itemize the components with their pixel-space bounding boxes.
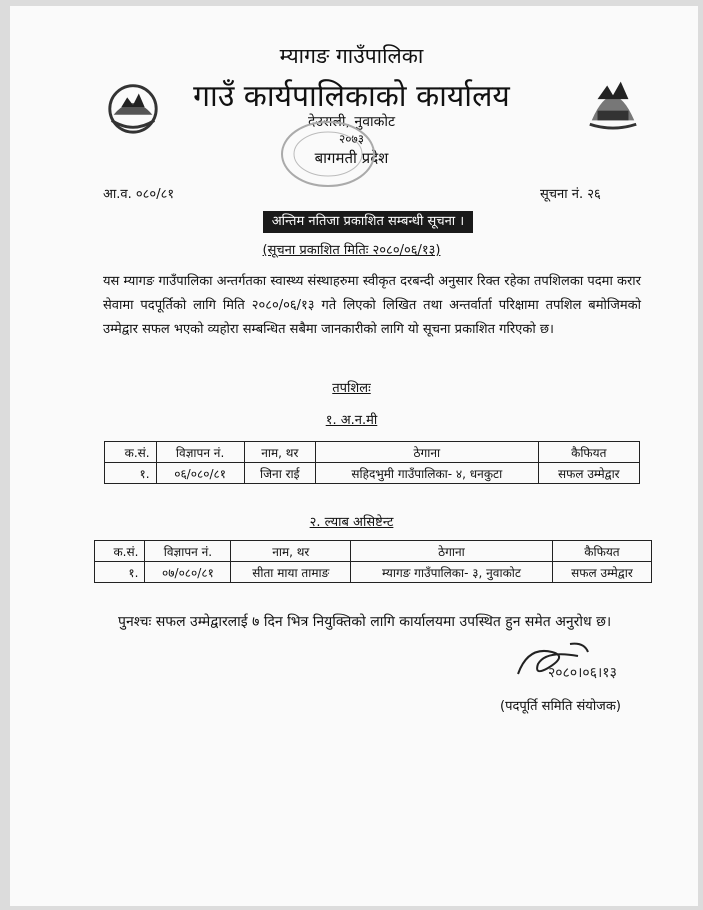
col-address: ठेगाना	[351, 541, 553, 562]
col-sn: क.सं.	[105, 442, 157, 463]
municipality-name: म्यागङ गाउँपालिका	[279, 44, 424, 68]
signature-date: २०८०।०६।१३	[548, 665, 617, 681]
section1-title: १. अ.न.मी	[325, 413, 378, 428]
details-label: तपशिलः	[332, 381, 371, 396]
col-adv-no: विज्ञापन नं.	[145, 541, 231, 562]
notice-title: अन्तिम नतिजा प्रकाशित सम्बन्धी सूचना ।	[263, 211, 473, 233]
table-row	[105, 463, 640, 484]
office-location: देउराली, नुवाकोट	[307, 114, 396, 130]
province-name: बागमती प्रदेश	[314, 149, 389, 167]
notice-body: यस म्यागङ गाउँपालिका अन्तर्गतका स्वास्थ्य संस्थाहरुमा स्वीकृत दरबन्दी अनुसार रिक्त रहेका तपशिलका पदमा करार सेवामा पदपूर्तिको लागि मिति २०८०/०६/१३ गते लिएको लिखित तथा अन्तर्वार्ता परिक्षामा तपशिल बमोजिमको उम्मेद्वार सफल भएको व्यहोरा सम्बन्धित सबैमा जानकारीको लागि यो सूचना प्रकाशित गरिएको छ।	[103, 274, 641, 337]
col-name: नाम, थर	[231, 541, 351, 562]
office-stamp-icon	[278, 118, 378, 190]
col-adv-no: विज्ञापन नं.	[156, 442, 244, 463]
cell-sn: १.	[105, 463, 157, 484]
cell-name: सीता माया तामाङ	[231, 562, 351, 583]
notice-number: सूचना नं. २६	[540, 187, 601, 202]
table-header-row	[105, 442, 640, 463]
cell-remarks: सफल उम्मेद्वार	[538, 463, 639, 484]
section1-table	[104, 441, 640, 484]
section2-title: २. ल्याब असिष्टेन्ट	[309, 515, 394, 530]
established-year: २०७३	[339, 132, 364, 146]
col-remarks: कैफियत	[552, 541, 651, 562]
cell-address: म्यागङ गाउँपालिका- ३, नुवाकोट	[351, 562, 553, 583]
cell-address: सहिदभुमी गाउँपालिका- ४, धनकुटा	[315, 463, 538, 484]
table-row	[95, 562, 652, 583]
col-address: ठेगाना	[315, 442, 538, 463]
cell-adv-no: ०६/०८०/८१	[156, 463, 244, 484]
cell-remarks: सफल उम्मेद्वार	[552, 562, 651, 583]
cell-adv-no: ०७/०८०/८१	[145, 562, 231, 583]
office-name: गाउँ कार्यपालिकाको कार्यालय	[193, 79, 510, 114]
signatory-title: (पदपूर्ति समिति संयोजक)	[500, 699, 621, 714]
col-name: नाम, थर	[244, 442, 315, 463]
section2-table	[94, 540, 652, 583]
col-sn: क.सं.	[95, 541, 145, 562]
published-date: (सूचना प्रकाशित मितिः २०८०/०६/१३)	[262, 243, 441, 258]
col-remarks: कैफियत	[538, 442, 639, 463]
cell-sn: १.	[95, 562, 145, 583]
postscript: पुनश्चः सफल उम्मेद्वारलाई ७ दिन भित्र नियुक्तिको लागि कार्यालयमा उपस्थित हुन समेत अनुरोध छ।	[118, 614, 612, 630]
table-header-row	[95, 541, 652, 562]
fiscal-year: आ.व. ०८०/८१	[103, 187, 175, 202]
cell-name: जिना राई	[244, 463, 315, 484]
